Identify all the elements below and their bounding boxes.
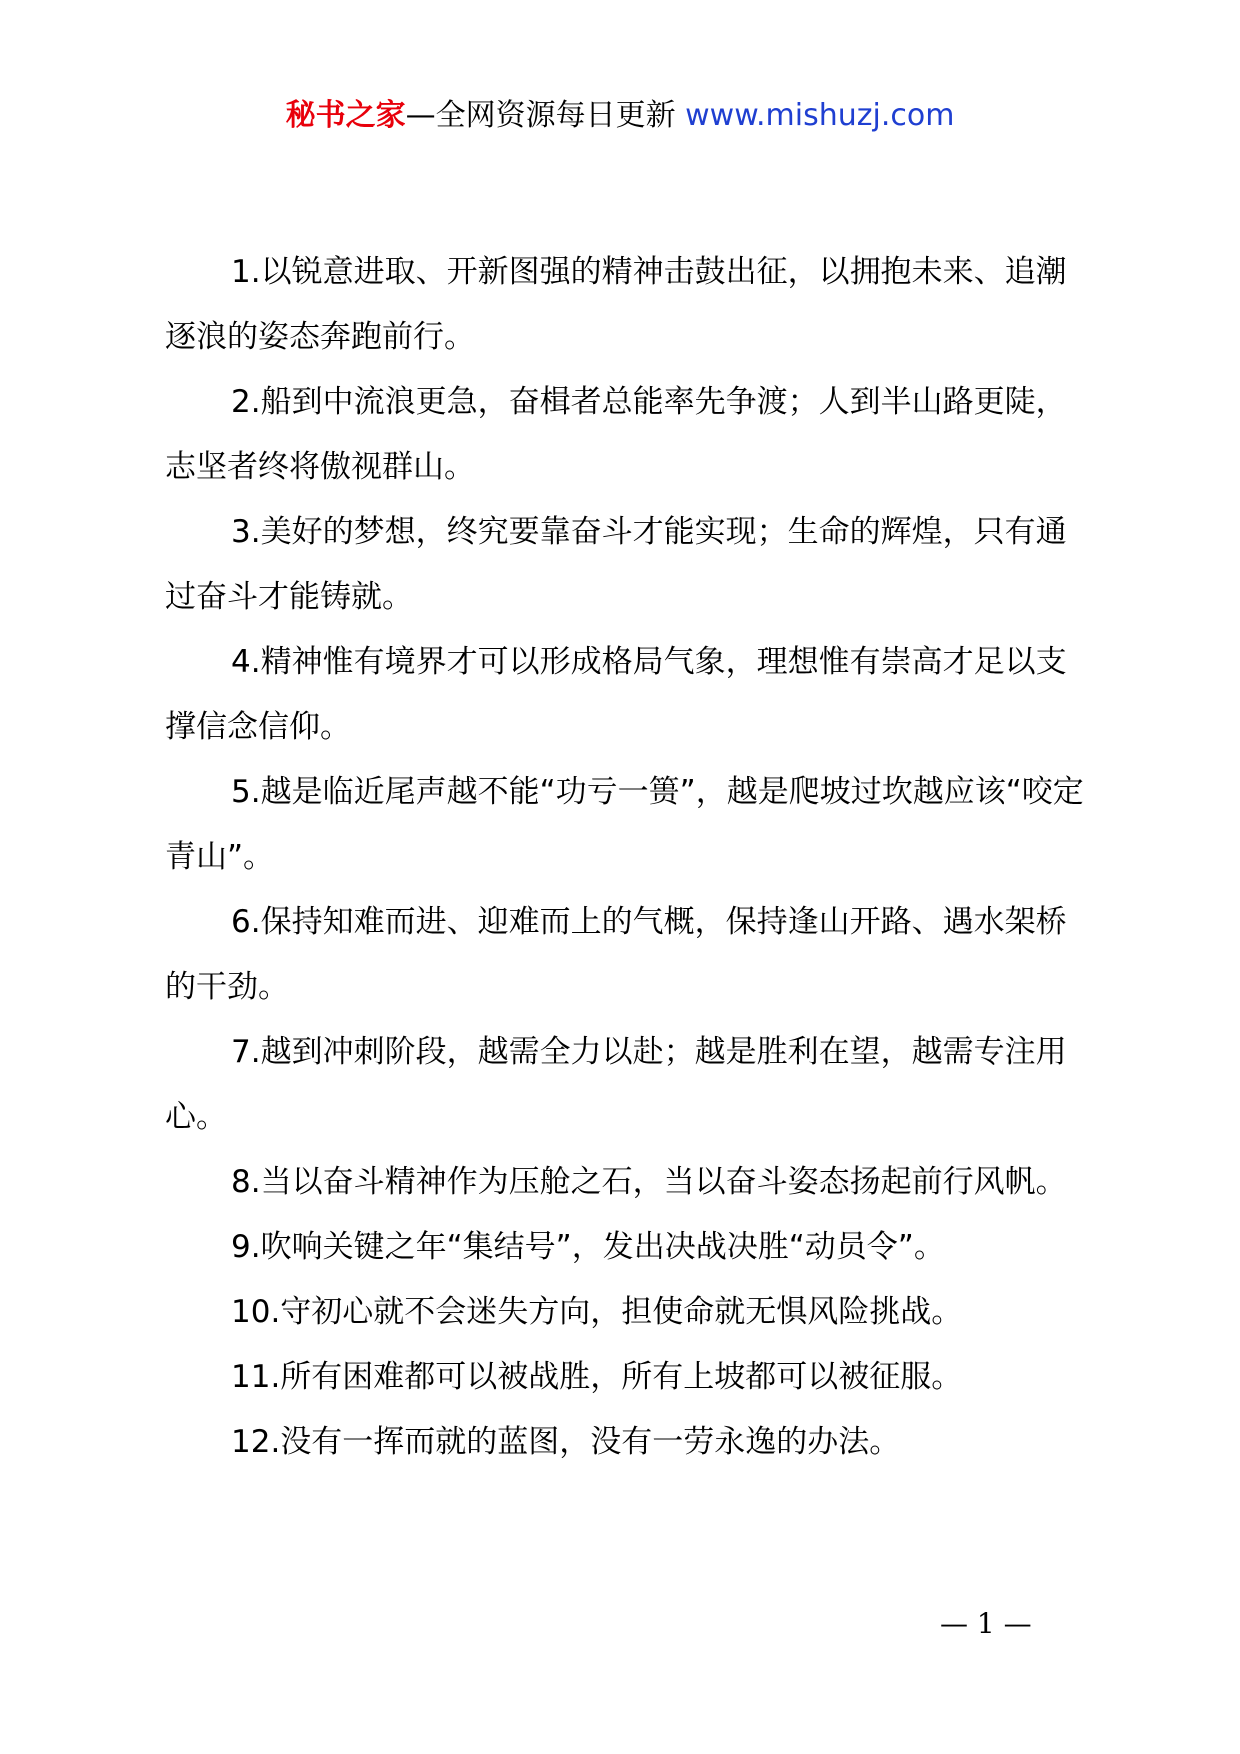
list-item: 7.越到冲刺阶段，越需全力以赴；越是胜利在望，越需专注用心。 <box>165 1034 1067 1135</box>
list-item: 2.船到中流浪更急，奋楫者总能率先争渡；人到半山路更陡，志坚者终将傲视群山。 <box>165 384 1067 485</box>
list-item: 12.没有一挥而就的蓝图，没有一劳永逸的办法。 <box>231 1424 901 1460</box>
list-item: 8.当以奋斗精神作为压舱之石，当以奋斗姿态扬起前行风帆。 <box>231 1164 1067 1200</box>
document-body <box>165 240 1090 1475</box>
site-header <box>0 98 1240 134</box>
list-item: 5.越是临近尾声越不能“功亏一篑”，越是爬坡过坎越应该“咬定青山”。 <box>165 774 1084 875</box>
list-item: 9.吹响关键之年“集结号”，发出决战决胜“动员令”。 <box>231 1229 945 1265</box>
site-tagline: —全网资源每日更新 <box>405 98 676 133</box>
list-item: 10.守初心就不会迷失方向，担使命就无惧风险挑战。 <box>231 1294 963 1330</box>
list-item: 11.所有困难都可以被战胜，所有上坡都可以被征服。 <box>231 1359 963 1395</box>
site-brand-name: 秘书之家 <box>285 98 406 133</box>
list-item: 6.保持知难而进、迎难而上的气概，保持逢山开路、遇水架桥的干劲。 <box>165 904 1067 1005</box>
site-url-link[interactable]: www.mishuzj.com <box>685 98 955 133</box>
list-item: 3.美好的梦想，终究要靠奋斗才能实现；生命的辉煌，只有通过奋斗才能铸就。 <box>165 514 1067 615</box>
list-item: 1.以锐意进取、开新图强的精神击鼓出征，以拥抱未来、追潮逐浪的姿态奔跑前行。 <box>165 254 1067 355</box>
list-item: 4.精神惟有境界才可以形成格局气象，理想惟有崇高才足以支撑信念信仰。 <box>165 644 1067 745</box>
page-number: — 1 — <box>940 1607 1032 1640</box>
